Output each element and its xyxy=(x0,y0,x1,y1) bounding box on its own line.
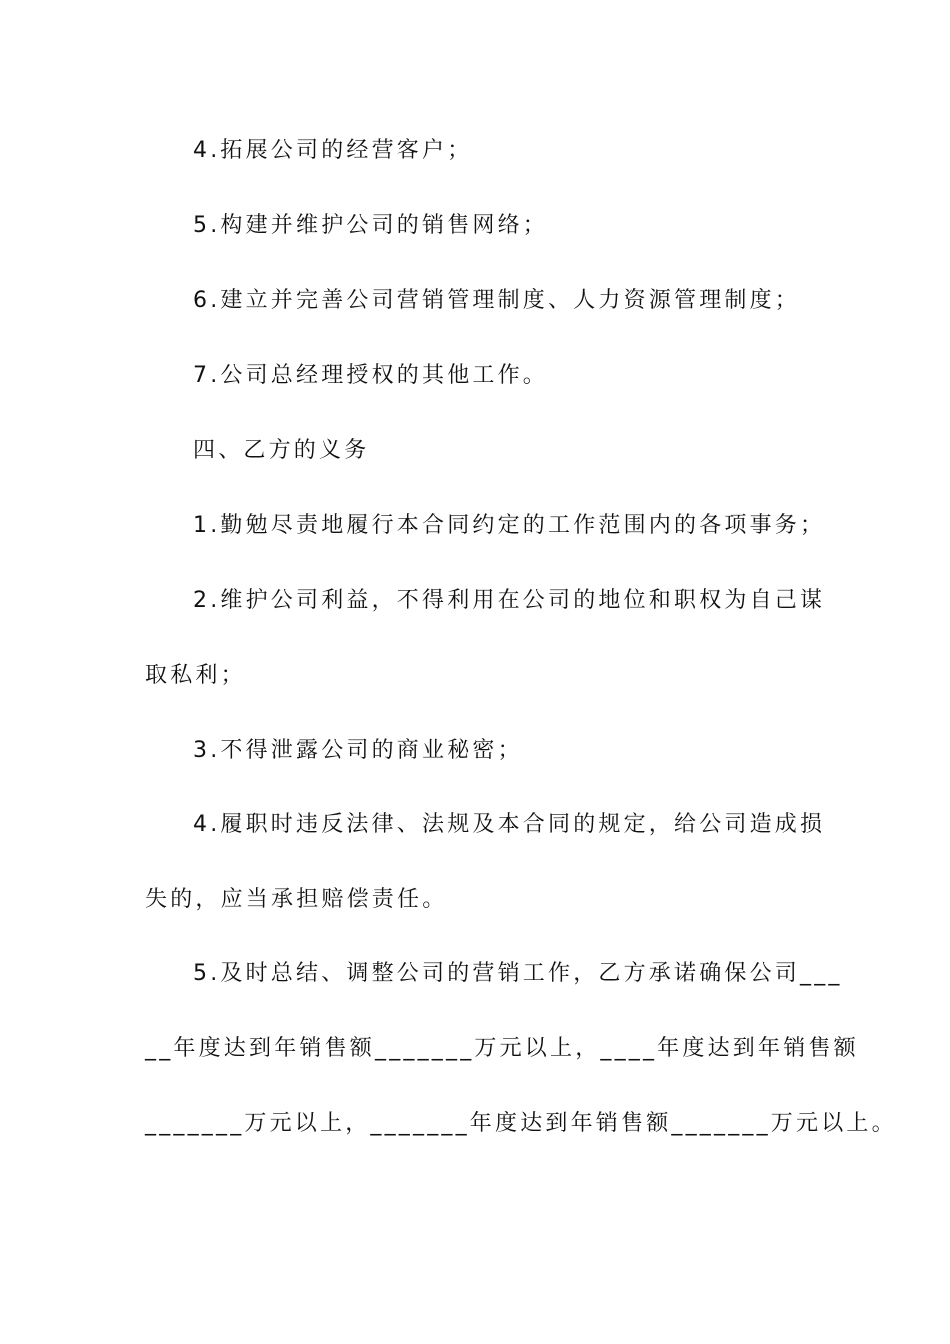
duty-item-6-text: 6.建立并完善公司营销管理制度、人力资源管理制度； xyxy=(193,288,800,313)
obligation-item-4-text: 4.履职时违反法律、法规及本合同的规定，给公司造成损 xyxy=(193,812,826,837)
obligation-item-2-continuation: 取私利； xyxy=(145,663,246,688)
obligation-item-4-continuation: 失的，应当承担赔偿责任。 xyxy=(145,887,448,912)
duty-item-7-text: 7.公司总经理授权的其他工作。 xyxy=(193,363,548,388)
obligation-item-5-continuation-2: _______万元以上，_______年度达到年销售额_______万元以上。 xyxy=(145,1111,897,1136)
obligation-item-3-text: 3.不得泄露公司的商业秘密； xyxy=(193,738,523,763)
obligation-item-1-text: 1.勤勉尽责地履行本合同约定的工作范围内的各项事务； xyxy=(193,513,826,538)
obligation-item-5-text: 5.及时总结、调整公司的营销工作，乙方承诺确保公司___ xyxy=(193,961,843,986)
duty-item-4-text: 4.拓展公司的经营客户； xyxy=(193,138,473,163)
obligation-item-5-continuation-1: __年度达到年销售额_______万元以上，____年度达到年销售额 xyxy=(145,1036,859,1061)
duty-item-5-text: 5.构建并维护公司的销售网络； xyxy=(193,213,548,238)
obligation-item-2-text: 2.维护公司利益，不得利用在公司的地位和职权为自己谋 xyxy=(193,588,826,613)
section-heading-party-b-obligations: 四、乙方的义务 xyxy=(193,438,370,463)
